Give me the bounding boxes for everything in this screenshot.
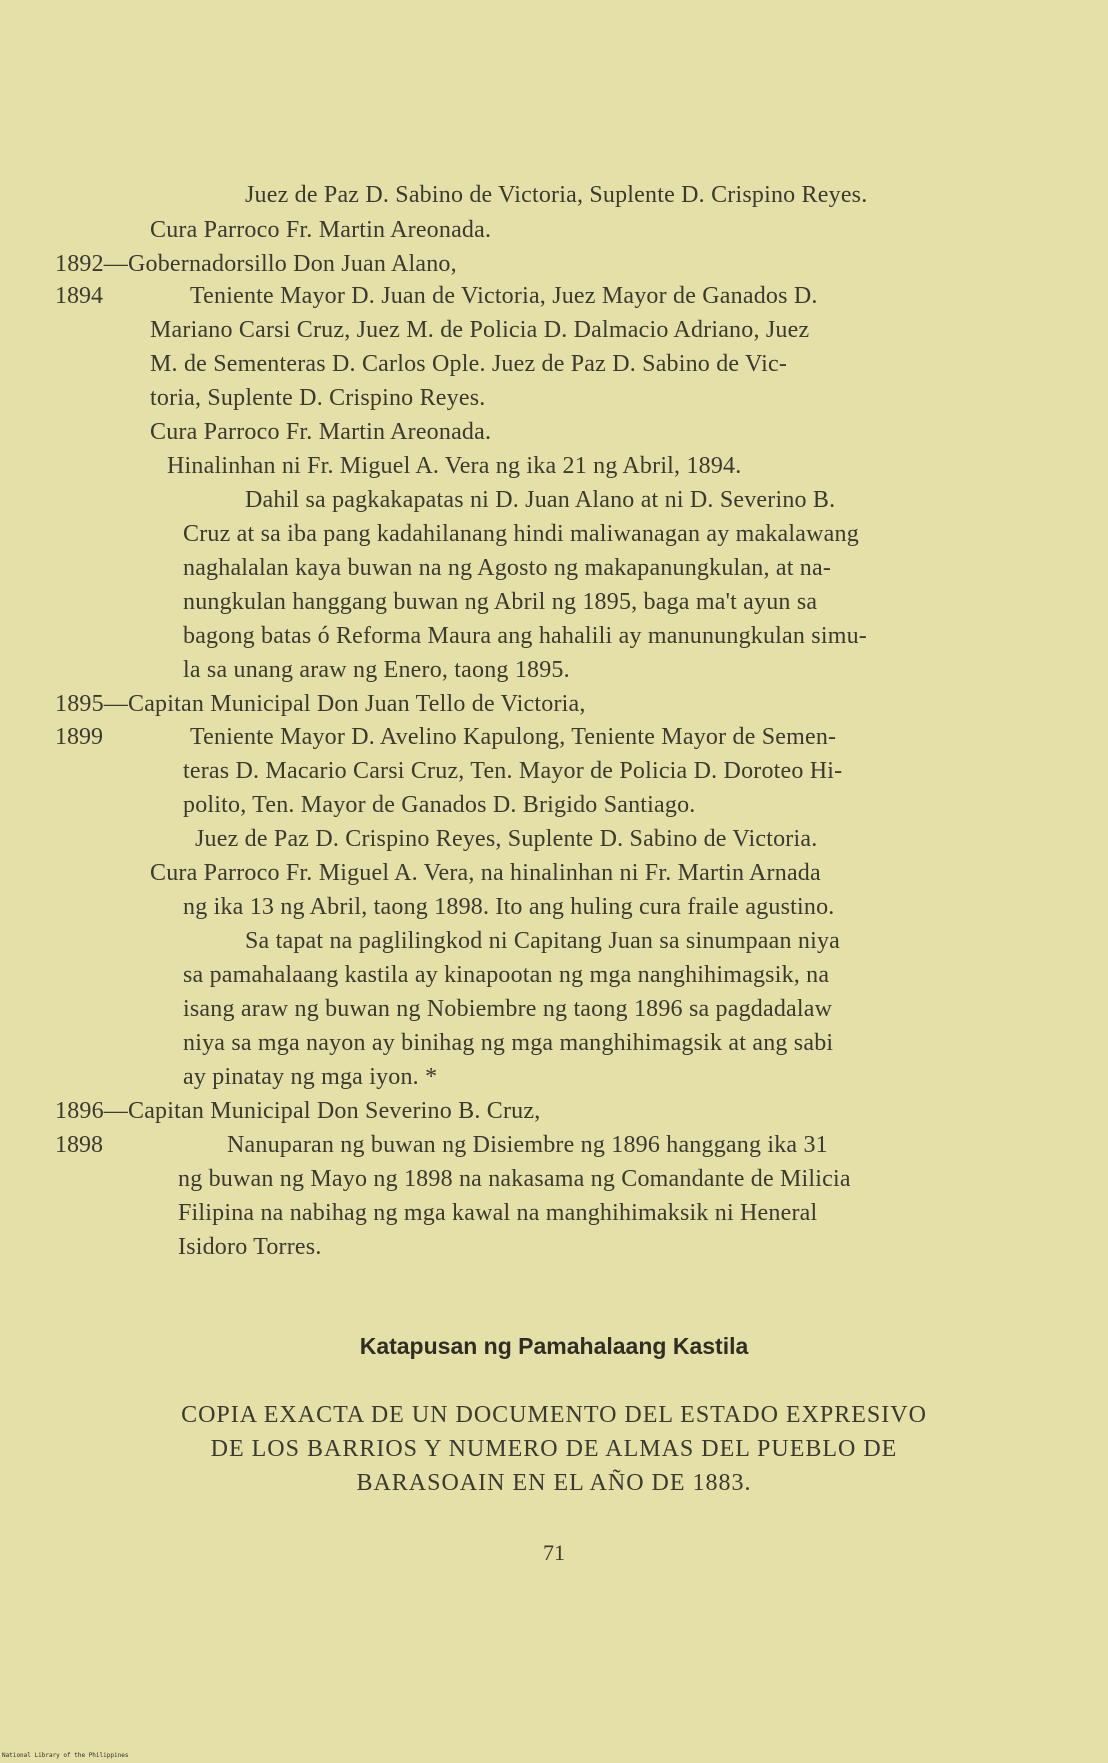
text-line: Nanuparan ng buwan ng Disiembre ng 1896 hanggang ika 31	[227, 1132, 828, 1158]
text-line: bagong batas ó Reforma Maura ang hahalili ay manunungkulan simu-	[183, 623, 867, 649]
text-line: ng buwan ng Mayo ng 1898 na nakasama ng Comandante de Milicia	[178, 1166, 851, 1192]
text-line: Cura Parroco Fr. Martin Areonada.	[150, 419, 492, 445]
text-line: Teniente Mayor D. Avelino Kapulong, Teniente Mayor de Semen-	[190, 724, 837, 750]
text-line: Cura Parroco Fr. Miguel A. Vera, na hinalinhan ni Fr. Martin Arnada	[150, 860, 821, 886]
text-line: isang araw ng buwan ng Nobiembre ng taong 1896 sa pagdadalaw	[183, 996, 833, 1022]
text-line: teras D. Macario Carsi Cruz, Ten. Mayor de Policia D. Doroteo Hi-	[183, 758, 843, 784]
text-line: Cruz at sa iba pang kadahilanang hindi maliwanagan ay makalawang	[183, 521, 859, 547]
text-line: Mariano Carsi Cruz, Juez M. de Policia D. Dalmacio Adriano, Juez	[150, 317, 810, 343]
text-line: la sa unang araw ng Enero, taong 1895.	[183, 657, 570, 683]
text-line: sa pamahalaang kastila ay kinapootan ng mga nanghihimagsik, na	[183, 962, 830, 988]
caps-title-line: DE LOS BARRIOS Y NUMERO DE ALMAS DEL PUEBLO DE	[210, 1436, 898, 1462]
year-label: 1899	[55, 724, 103, 750]
text-line: Filipina na nabihag ng mga kawal na manghihimaksik ni Heneral	[178, 1200, 818, 1226]
library-footer: National Library of the Philippines	[2, 1752, 129, 1759]
text-line: toria, Suplente D. Crispino Reyes.	[150, 385, 486, 411]
text-line: Dahil sa pagkakapatas ni D. Juan Alano at ni D. Severino B.	[245, 487, 836, 513]
text-line: Sa tapat na paglilingkod ni Capitang Juan sa sinumpaan niya	[245, 928, 841, 954]
text-line: 1895—Capitan Municipal Don Juan Tello de Victoria,	[55, 691, 586, 717]
year-label: 1894	[55, 283, 103, 309]
text-line: Cura Parroco Fr. Martin Areonada.	[150, 217, 492, 243]
page-number: 71	[543, 1540, 565, 1565]
caps-title-line: COPIA EXACTA DE UN DOCUMENTO DEL ESTADO EXPRESIVO	[181, 1402, 927, 1428]
text-line: naghalalan kaya buwan na ng Agosto ng makapanungkulan, at na-	[183, 555, 832, 581]
text-line: polito, Ten. Mayor de Ganados D. Brigido Santiago.	[183, 792, 696, 818]
text-line: Isidoro Torres.	[178, 1234, 322, 1260]
section-heading: Katapusan ng Pamahalaang Kastila	[359, 1333, 749, 1359]
text-line: M. de Sementeras D. Carlos Ople. Juez de Paz D. Sabino de Vic-	[150, 351, 788, 377]
text-line: Juez de Paz D. Crispino Reyes, Suplente D. Sabino de Victoria.	[195, 826, 818, 852]
text-line: ay pinatay ng mga iyon. *	[183, 1064, 438, 1090]
text-line: ng ika 13 ng Abril, taong 1898. Ito ang huling cura fraile agustino.	[183, 894, 835, 920]
year-label: 1898	[55, 1132, 103, 1158]
text-line: nungkulan hanggang buwan ng Abril ng 1895, baga ma't ayun sa	[183, 589, 818, 615]
text-line: 1892—Gobernadorsillo Don Juan Alano,	[55, 251, 457, 277]
text-line: Juez de Paz D. Sabino de Victoria, Suplente D. Crispino Reyes.	[245, 182, 868, 208]
text-line: niya sa mga nayon ay binihag ng mga manghihimagsik at ang sabi	[183, 1030, 834, 1056]
text-line: 1896—Capitan Municipal Don Severino B. Cruz,	[55, 1098, 541, 1124]
text-line: Teniente Mayor D. Juan de Victoria, Juez Mayor de Ganados D.	[190, 283, 818, 309]
caps-title-line: BARASOAIN EN EL AÑO DE 1883.	[356, 1470, 752, 1496]
text-line: Hinalinhan ni Fr. Miguel A. Vera ng ika 21 ng Abril, 1894.	[167, 453, 742, 479]
